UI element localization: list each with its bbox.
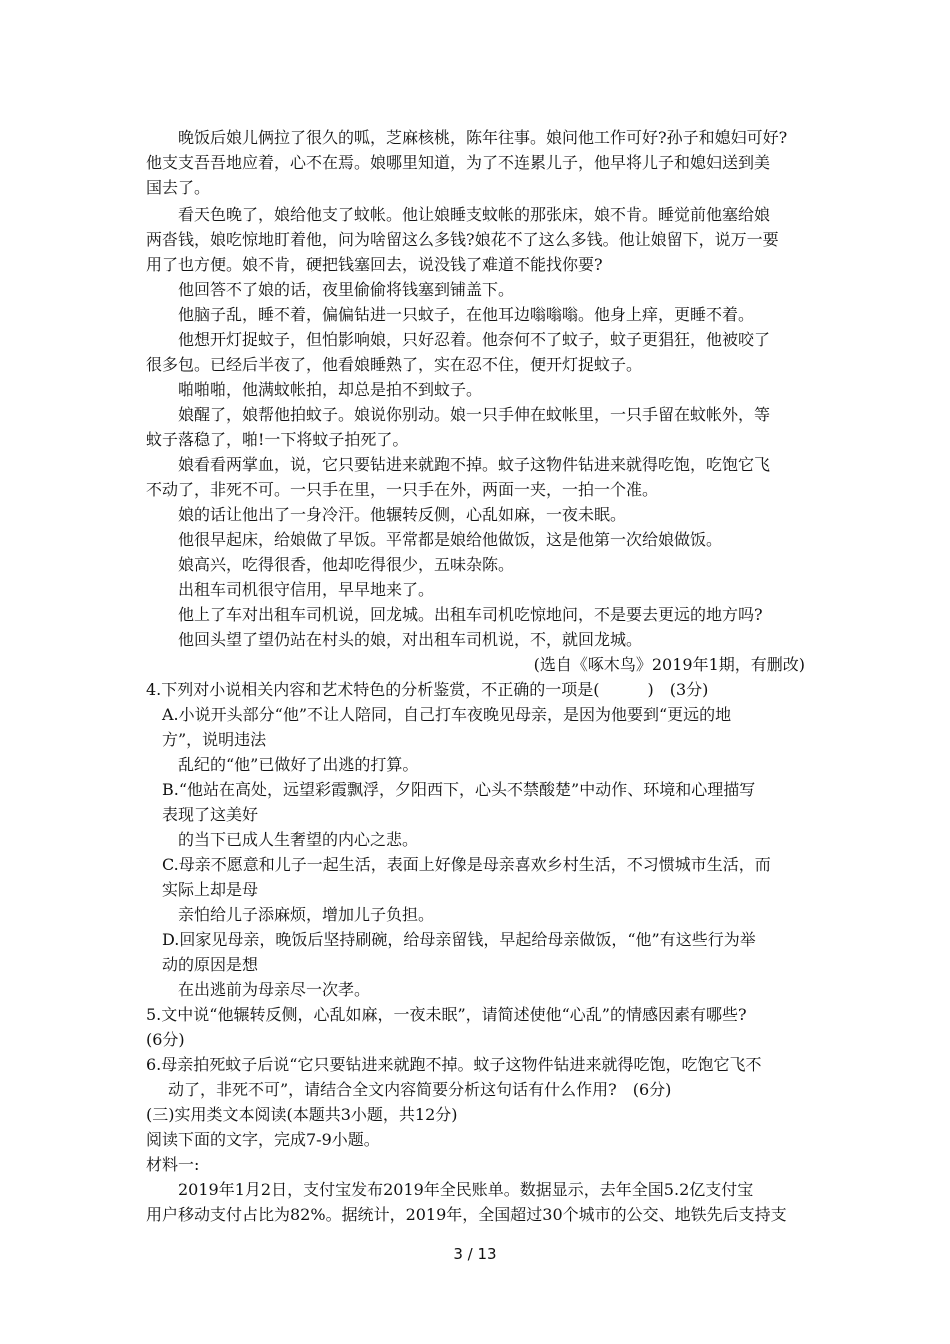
question-6: 6.母亲拍死蚊子后说“它只要钻进来就跑不掉。蚊子这物件钻进来就得吃饱，吃饱它飞不 — [146, 1055, 762, 1074]
option-a: A.小说开头部分“他”不让人陪同，自己打车夜晚见母亲，是因为他要到“更远的地 — [162, 705, 732, 724]
section-heading: (三)实用类文本阅读(本题共3小题，共12分) — [146, 1105, 458, 1124]
story-line: 他上了车对出租车司机说，回龙城。出租车司机吃惊地问，不是要去更远的地方吗? — [178, 605, 763, 624]
option-c: C.母亲不愿意和儿子一起生活，表面上好像是母亲喜欢乡村生活，不习惯城市生活，而 — [162, 855, 771, 874]
story-line: 看天色晚了，娘给他支了蚊帐。他让娘睡支蚊帐的那张床，娘不肯。睡觉前他塞给娘 — [178, 205, 771, 224]
material-line: 用户移动支付占比为82%。据统计，2019年，全国超过30个城市的公交、地铁先后支持支 — [146, 1205, 787, 1224]
story-line: 他很早起床，给娘做了早饭。平常都是娘给他做饭，这是他第一次给娘做饭。 — [178, 530, 723, 549]
story-source: (选自《啄木鸟》2019年1期，有删改) — [533, 655, 805, 674]
question-4-stem: 4.下列对小说相关内容和艺术特色的分析鉴赏，不正确的一项是( ) (3分) — [146, 680, 709, 699]
story-line: 两沓钱，娘吃惊地盯着他，问为啥留这么多钱?娘花不了这么多钱。他让娘留下，说万一要 — [146, 230, 779, 249]
question-5: (6分) — [146, 1030, 185, 1049]
story-line: 不动了，非死不可。一只手在里，一只手在外，两面一夹，一拍一个准。 — [146, 480, 659, 499]
option-a: 乱纪的“他”已做好了出逃的打算。 — [178, 755, 419, 774]
story-line: 出租车司机很守信用，早早地来了。 — [178, 580, 435, 599]
story-line: 晚饭后娘儿俩拉了很久的呱，芝麻核桃，陈年往事。娘问他工作可好?孙子和媳妇可好? — [178, 128, 788, 147]
story-line: 娘醒了，娘帮他拍蚊子。娘说你别动。娘一只手伸在蚊帐里，一只手留在蚊帐外，等 — [178, 405, 771, 424]
option-b: 表现了这美好 — [162, 805, 259, 824]
story-line: 啪啪啪，他满蚊帐拍，却总是拍不到蚊子。 — [178, 380, 483, 399]
story-line: 蚊子落稳了，啪!一下将蚊子拍死了。 — [146, 430, 409, 449]
story-line: 他回头望了望仍站在村头的娘，对出租车司机说，不，就回龙城。 — [178, 630, 643, 649]
option-c: 实际上却是母 — [162, 880, 259, 899]
option-d: D.回家见母亲，晚饭后坚持刷碗，给母亲留钱，早起给母亲做饭，“他”有这些行为举 — [162, 930, 756, 949]
story-line: 娘的话让他出了一身冷汗。他辗转反侧，心乱如麻，一夜未眠。 — [178, 505, 627, 524]
story-line: 很多包。已经后半夜了，他看娘睡熟了，实在忍不住，便开灯捉蚊子。 — [146, 355, 643, 374]
material-line: 2019年1月2日，支付宝发布2019年全民账单。数据显示，去年全国5.2亿支付宝 — [178, 1180, 754, 1199]
story-line: 娘高兴，吃得很香，他却吃得很少，五味杂陈。 — [178, 555, 515, 574]
question-5: 5.文中说“他辗转反侧，心乱如麻，一夜未眠”，请简述使他“心乱”的情感因素有哪些? — [146, 1005, 747, 1024]
section-instruction: 阅读下面的文字，完成7-9小题。 — [146, 1130, 380, 1149]
story-line: 他支支吾吾地应着，心不在焉。娘哪里知道，为了不连累儿子，他早将儿子和媳妇送到美 — [146, 153, 771, 172]
story-line: 用了也方便。娘不肯，硬把钱塞回去，说没钱了难道不能找你要? — [146, 255, 603, 274]
story-line: 他想开灯捉蚊子，但怕影响娘，只好忍着。他奈何不了蚊子，蚊子更猖狂，他被咬了 — [178, 330, 771, 349]
option-b: B.“他站在高处，远望彩霞飘浮，夕阳西下，心头不禁酸楚”中动作、环境和心理描写 — [162, 780, 756, 799]
page-number: 3 / 13 — [453, 1245, 497, 1263]
material-label: 材料一: — [146, 1155, 200, 1174]
option-a: 方”，说明违法 — [162, 730, 267, 749]
option-c: 亲怕给儿子添麻烦，增加儿子负担。 — [178, 905, 435, 924]
story-line: 他回答不了娘的话，夜里偷偷将钱塞到铺盖下。 — [178, 280, 515, 299]
story-line: 娘看看两掌血，说，它只要钻进来就跑不掉。蚊子这物件钻进来就得吃饱，吃饱它飞 — [178, 455, 771, 474]
story-line: 国去了。 — [146, 178, 211, 197]
option-d: 动的原因是想 — [162, 955, 259, 974]
story-line: 他脑子乱，睡不着，偏偏钻进一只蚊子，在他耳边嗡嗡嗡。他身上痒，更睡不着。 — [178, 305, 755, 324]
option-d: 在出逃前为母亲尽一次孝。 — [178, 980, 371, 999]
option-b: 的当下已成人生奢望的内心之悲。 — [178, 830, 419, 849]
question-6: 动了，非死不可”，请结合全文内容简要分析这句话有什么作用? (6分) — [168, 1080, 672, 1099]
